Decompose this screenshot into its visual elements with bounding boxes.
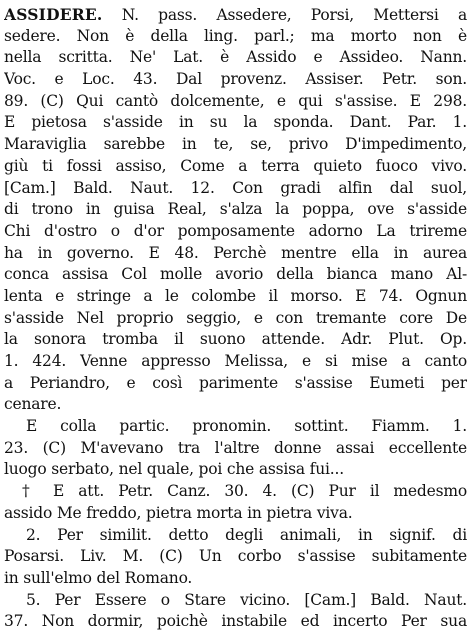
entry-line-7: Maraviglia sarebbe in te, se, privo D'impedimento,: [4, 135, 467, 154]
entry-line-13: conca assisa Col molle avorio della bianca mano Al-: [4, 265, 467, 284]
entry-line-21: 23. (C) M'avevano tra l'altre donne assai eccellente: [4, 438, 467, 457]
entry-line-22: luogo serbato, nel quale, poi che assisa fui...: [4, 460, 344, 479]
entry-line-9: [Cam.] Bald. Naut. 12. Con gradi alfin dal suol,: [4, 178, 467, 197]
entry-line-24: assido Me freddo, pietra morta in pietra viva.: [4, 503, 353, 522]
entry-line-4: Voc. e Loc. 43. Dal provenz. Assiser. Petr. son.: [4, 70, 467, 89]
entry-line-14: lenta e stringe a le colombe il morso. E 74. Ognun: [4, 286, 467, 305]
entry-line-12: ha in governo. E 48. Perchè mentre ella in aurea: [4, 243, 467, 262]
entry-line-18: a Periandro, e così parimente s'assise Eumeti per: [4, 373, 467, 392]
entry-line-27: in sull'elmo del Romano.: [4, 568, 193, 587]
dictionary-entry: [4, 4, 467, 633]
entry-line-16: la sonora tromba il suono attende. Adr. Plut. Op.: [4, 330, 467, 349]
entry-line-1-text: N. pass. Assedere, Porsi, Mettersi a: [121, 6, 467, 24]
entry-line-26: Posarsi. Liv. M. (C) Un corbo s'assise subitamente: [4, 547, 467, 566]
entry-line-8: giù ti fossi assiso, Come a terra quieto fuoco vivo.: [4, 156, 467, 175]
entry-line-20: E colla partic. pronomin. sottint. Fiamm. 1.: [26, 417, 467, 436]
entry-line-15: s'asside Nel proprio seggio, e con tremante core De: [4, 308, 467, 327]
entry-line-2: sedere. Non è della ling. parl.; ma morto non è: [4, 26, 467, 45]
entry-line-10: di trono in guisa Real, s'alza la poppa, ove s'asside: [4, 200, 467, 219]
entry-line-3: nella scritta. Ne' Lat. è Assido e Assideo. Nann.: [4, 48, 467, 67]
entry-line-11: Chi d'ostro o d'or pomposamente adorno La trireme: [4, 221, 467, 240]
entry-line-5: 89. (C) Qui cantò dolcemente, e qui s'assise. E 298.: [4, 91, 467, 110]
entry-line-28: 5. Per Essere o Stare vicino. [Cam.] Bald. Naut.: [26, 590, 467, 609]
entry-line-1: [4, 4, 467, 26]
entry-line-25: 2. Per similit. detto degli animali, in signif. di: [26, 525, 467, 544]
entry-line-17: 1. 424. Venne appresso Melissa, e si mise a canto: [4, 352, 467, 370]
entry-line-23: † E att. Petr. Canz. 30. 4. (C) Pur il medesmo: [22, 482, 467, 501]
entry-line-29: 37. Non dormir, poichè instabile ed incerto Per sua: [4, 612, 467, 631]
entry-line-19: cenare.: [4, 395, 62, 414]
entry-line-6: E pietosa s'asside in su la sponda. Dant. Par. 1.: [4, 113, 467, 132]
headword: ASSIDERE.: [4, 5, 103, 24]
